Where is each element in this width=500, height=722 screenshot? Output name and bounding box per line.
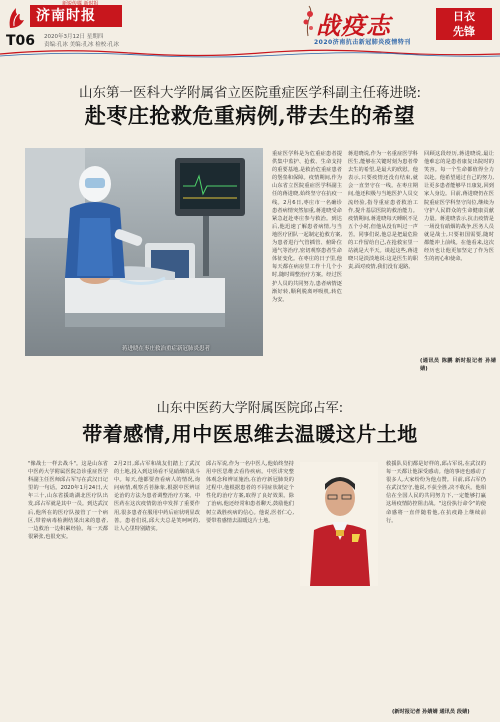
paper-name: 济南时报 <box>30 5 122 27</box>
paper-logo-icon <box>6 4 28 30</box>
column-brand-tag <box>436 8 492 40</box>
brand-tag-line-2: 先锋 <box>453 25 475 38</box>
article1-photo-caption: 蒋进晓在枣庄救治重症新冠肺炎患者 <box>122 346 211 352</box>
plum-blossom-icon <box>300 6 316 36</box>
article2-column-4: 救援队员们都是好样的,邱占军说,在武汉的每一天都让他深受感动。他的事迹也感动了很多人,大家纷纷为他点赞。目前,邱占军仍在武汉坚守,他说,不获全胜,决不收兵。他相信在全国人民的共同努力下,一定能够打赢这场疫情防控阻击战。"这份执行命令"的使命感将一直伴随着他,在抗疫路上继续前行。 <box>386 461 486 524</box>
paper-slogan: 新锐传媒 新时报 <box>62 1 99 7</box>
article2-portrait-photo <box>300 462 378 586</box>
column-subtitle: 2020济南抗击新冠肺炎疫情特刊 <box>314 39 411 46</box>
column-brand-title: 战疫志 <box>316 11 391 40</box>
article1-byline: (通讯员 陈鹏 新时报记者 孙婧婧) <box>420 358 496 373</box>
article2-intro-title: 山东中医药大学附属医院邱占军: <box>156 401 344 416</box>
article2-column-2: 2月2日,邱占军和战友们踏上了武汉的土地,投入到这场看不见硝烟的战斗中。每天,他都要查看病人的情况,询问病情,观察舌苔脉象,根据中医辨证论治的方法为患者调整治疗方案。中医药在这次疫情防治中发挥了重要作用,很多患者在服用中药后症状明显改善。患者们说,邱大夫总是笑呵呵的,让人心里特别踏实。 <box>114 461 200 532</box>
article2-column-4a <box>300 590 380 714</box>
masthead-wave-decoration <box>0 48 500 58</box>
date-line: 2020年3月12日 星期四 <box>44 34 104 40</box>
masthead <box>0 0 500 58</box>
article1-column-3: 回顾这段经历,蒋进晓说,最让他难忘的是患者康复出院时的笑容。每一个生命都值得全力以赴。他希望通过自己的努力,让更多患者能够早日康复,回到家人身边。目前,蒋进晓仍在医院重症医学科坚守岗位,继续为守护人民群众的生命健康贡献力量。蒋进晓表示,抗击疫情是一场没有硝烟的战争,医务人员就是战士,只要祖国需要,随时都能冲上前线。在他看来,这次经历也让他更加坚定了作为医生的初心和使命。 <box>424 151 494 263</box>
article1-column-2: 蒋进晓说,作为一名重症医学科医生,能够在关键时刻为患者带去生的希望,是最大的欣慰。他表示,只要疫情还没有结束,就会一直坚守在一线。在枣庄期间,他还积极与当地医护人员交流经验,指导重症患者救治工作,提升基层医院的救治能力。疫情期间,蒋进晓每天睡眠不足五个小时,但他从没有叫过一声苦。同事们说,他总是把最危险的工作留给自己,在抢救室里一站就是大半天。谈起这些,蒋进晓只是淡淡地说:这是医生的职责,面对疫情,我们没有退路。 <box>348 151 418 271</box>
article2-headline: 带着感情,用中医思维去温暖这片土地 <box>82 422 418 446</box>
doctor-portrait-illustration <box>300 462 378 586</box>
article2-column-1: "像战士一样去战斗"。这是山东省中医药大学附属医院急诊重症医学科副主任医师邱占军写在武汉日记里的一句话。2020年1月24日,大年三十,山东省援助湖北医疗队出发,邱占军就是其中一员。到达武汉后,他所在的医疗队接管了一个病区,带着病毒检测结果出来的患者,一边救治一边积累经验。每一天都很紧张,也很充实。 <box>28 461 108 540</box>
article1-column-1: 重症医学科是为危重症患者提供集中监护、抢救、生命支持的重要基地,是救治危重症患者的堡垒和保障。疫情期间,作为山东省立医院重症医学科副主任的蒋进晓,始终坚守在抗疫一线。2月6日,枣庄市一名确诊患者病情突然加重,蒋进晓受命紧急赶赴枣庄参与救治。到达后,他迅速了解患者病情,与当地医疗团队一起制定抢救方案,为患者进行气管插管、俯卧位通气等治疗,密切观察患者生命体征变化。在枣庄的日子里,他每天都在病房里工作十几个小时,随时调整治疗方案。经过医护人员的共同努力,患者病情逐渐好转,顺利脱离呼吸机,转危为安。 <box>272 151 342 303</box>
brand-tag-line-1: 日衣 <box>453 10 475 23</box>
article2-byline: (新时报记者 孙婧婧 通讯员 段婧) <box>392 709 470 715</box>
article1-headline: 赴枣庄抢救危重病例,带去生的希望 <box>84 103 416 128</box>
editor-line: 责编:孔冰 美编:孔冰 检校:孔冰 <box>44 42 120 48</box>
article1-intro-title: 山东第一医科大学附属省立医院重症医学科副主任蒋进晓: <box>78 85 422 101</box>
page-number: T06 <box>6 33 36 49</box>
article1-photo <box>25 148 263 356</box>
publication-info <box>44 33 119 49</box>
icu-scene-illustration <box>25 148 263 356</box>
article2-column-3: 邱占军说,作为一名中医人,他始终坚持用中医思维去看待疾病。中医讲究整体观念和辨证施治,在治疗新冠肺炎的过程中,他根据患者的不同症状制定个性化的治疗方案,取得了良好效果。除了治病,他还经常和患者聊天,鼓励他们树立战胜疾病的信心。他说,医者仁心,要带着感情去温暖这片土地。 <box>206 461 294 524</box>
